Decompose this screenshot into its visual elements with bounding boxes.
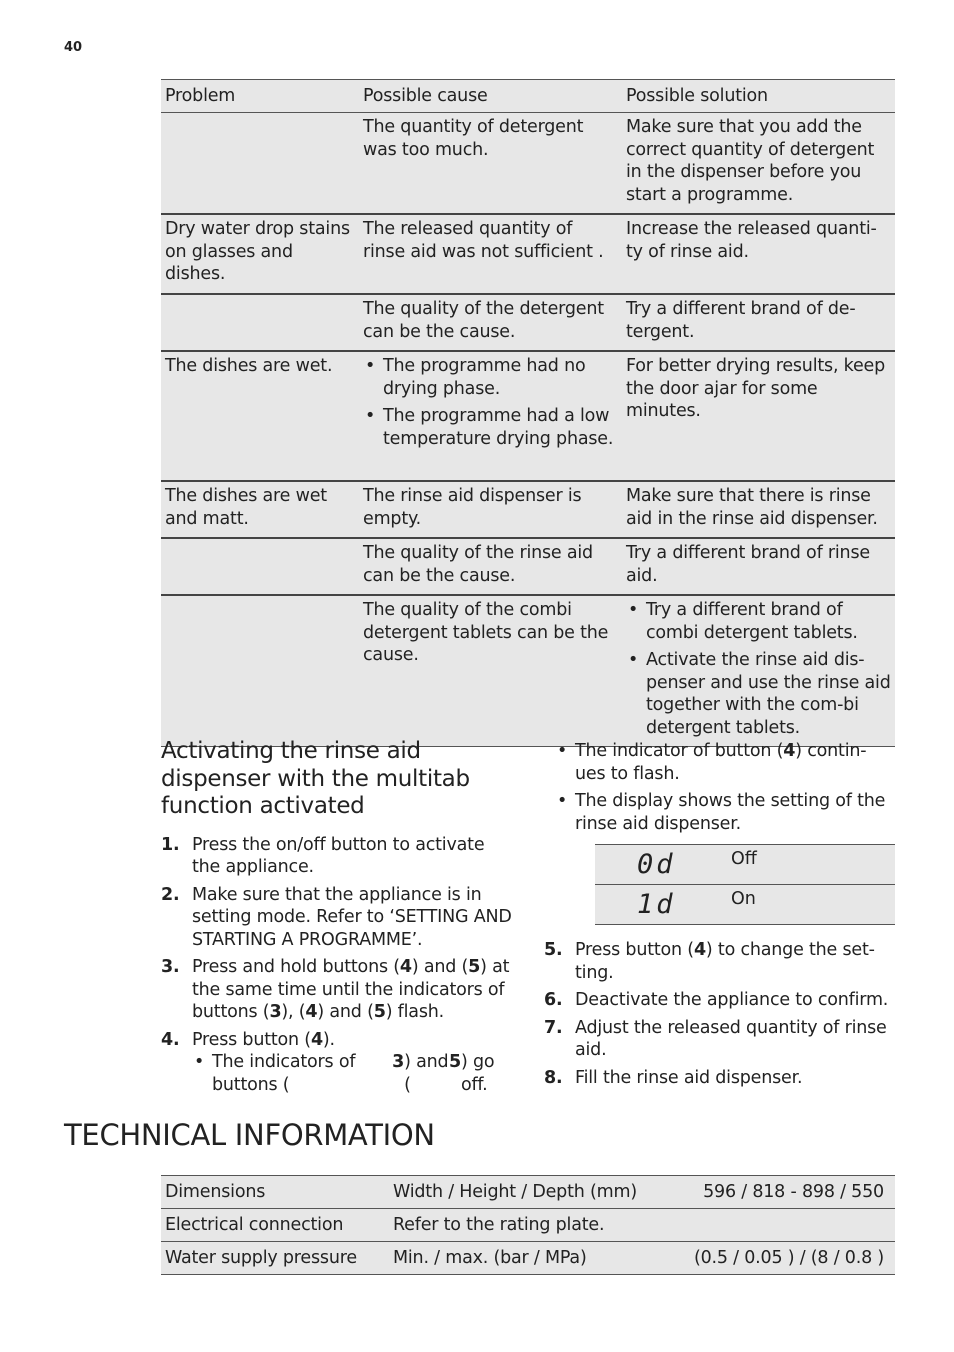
solution-cell: Increase the released quanti-ty of rinse aid. — [626, 219, 877, 262]
tech-value: 596 / 818 - 898 / 550 — [703, 1182, 884, 1202]
step-text: Press button (4) to change the set-ting. — [575, 940, 875, 983]
header-problem: Problem — [165, 85, 236, 106]
button-ref: 5 — [373, 1002, 386, 1022]
rinse-aid-section — [161, 738, 513, 1106]
page-number: 40 — [64, 40, 83, 55]
tech-label: Dimensions — [165, 1182, 266, 1202]
step-item — [161, 834, 513, 879]
rinse-aid-continued — [544, 740, 895, 1094]
step-number: 8. — [544, 1067, 563, 1088]
technical-information-title: TECHNICAL INFORMATION — [64, 1118, 435, 1152]
step-item — [161, 884, 513, 952]
bullet-item: • The display shows the setting of the rinse aid dispenser. — [555, 790, 895, 835]
tech-desc: Width / Height / Depth (mm) — [393, 1182, 637, 1202]
display-label: On — [731, 888, 756, 909]
table-row — [161, 596, 895, 747]
table-row — [161, 1242, 895, 1275]
problem-cell — [161, 113, 359, 213]
problem-cell — [161, 539, 359, 594]
problem-cell — [161, 596, 359, 746]
problem-cell: Dry water drop stains on glasses and dishes. — [165, 219, 350, 284]
table-row — [161, 482, 895, 539]
table-header — [161, 79, 895, 113]
display-code: 0d — [637, 849, 676, 880]
sub-bullet: • The indicators of buttons ( 3 ) and ( 5 ) go off. — [192, 1051, 513, 1096]
display-label: Off — [731, 848, 757, 869]
button-ref: 4 — [399, 957, 412, 977]
solution-cell: Make sure that you add the correct quantity of detergent in the dispenser before you start a programme. — [626, 117, 875, 205]
solution-item: • Try a different brand of combi detergent tablets. — [626, 599, 891, 644]
step-number: 4. — [161, 1029, 180, 1050]
step-item — [161, 956, 513, 1024]
step-item — [544, 1067, 895, 1090]
tech-desc: Min. / max. (bar / MPa) — [393, 1248, 587, 1268]
table-row — [161, 1176, 895, 1209]
cause-item: • The programme had a low temperature drying phase. — [363, 405, 618, 450]
display-code: 1d — [637, 889, 676, 920]
step-item — [161, 1029, 513, 1102]
step-item — [544, 989, 895, 1012]
table-row — [161, 113, 895, 215]
button-ref: 3 — [269, 1002, 282, 1022]
problem-cell — [161, 295, 359, 350]
button-ref: 4 — [693, 940, 706, 960]
step-text: Press the on/off button to activate the appliance. — [192, 834, 485, 877]
problem-cell: The dishes are wet. — [165, 356, 333, 376]
header-cause: Possible cause — [363, 85, 488, 106]
cause-cell: The quality of the rinse aid can be the cause. — [363, 543, 593, 586]
solution-cell — [622, 596, 895, 746]
table-row — [161, 215, 895, 295]
tech-value: (0.5 / 0.05 ) / (8 / 0.8 ) — [693, 1248, 884, 1268]
step-text: Fill the rinse aid dispenser. — [575, 1067, 803, 1088]
step-item — [544, 1017, 895, 1062]
table-row — [161, 352, 895, 482]
section-title: Activating the rinse aid dispenser with the multitab function activated — [161, 738, 470, 819]
display-row — [595, 845, 895, 885]
step-text: Deactivate the appliance to confirm. — [575, 990, 889, 1010]
step-number: 3. — [161, 957, 180, 977]
step-number: 2. — [161, 884, 180, 905]
step-number: 5. — [544, 940, 563, 960]
button-ref: 5 — [448, 1052, 461, 1072]
step-text: Make sure that the appliance is in setting mode. Refer to ‘SETTING AND STARTING A PROGRAMME’. — [192, 884, 512, 950]
header-solution: Possible solution — [626, 85, 768, 106]
cause-cell: The released quantity of rinse aid was not sufficient . — [363, 219, 604, 262]
step-item — [544, 939, 895, 984]
step-number: 1. — [161, 834, 180, 855]
step-text: Press button (4). — [192, 1029, 335, 1050]
display-settings-table — [595, 844, 895, 925]
button-ref: 3 — [392, 1052, 405, 1072]
step-text: Adjust the released quantity of rinse aid. — [575, 1017, 887, 1060]
tech-label: Water supply pressure — [165, 1248, 357, 1268]
solution-cell: For better drying results, keep the door ajar for some minutes. — [626, 356, 886, 421]
solution-cell: Try a different brand of rinse aid. — [626, 543, 870, 586]
step-number: 7. — [544, 1017, 563, 1038]
cause-cell: The quantity of detergent was too much. — [363, 117, 584, 160]
cause-cell — [359, 352, 622, 480]
button-ref: 4 — [305, 1002, 318, 1022]
table-row — [161, 1209, 895, 1242]
cause-cell: The quality of the combi detergent tablets can be the cause. — [363, 600, 609, 665]
display-row — [595, 885, 895, 925]
button-ref: 4 — [783, 741, 796, 761]
solution-cell: Make sure that there is rinse aid in the rinse aid dispenser. — [626, 486, 878, 529]
technical-table — [161, 1175, 895, 1275]
solution-item: • Activate the rinse aid dis-penser and use the rinse aid together with the com-bi detergent tablets. — [626, 649, 891, 739]
step-text: Press and hold buttons (4) and (5) at the same time until the indicators of buttons (3), (4) and (5) flash. — [192, 957, 510, 1022]
cause-cell: The rinse aid dispenser is empty. — [363, 486, 582, 529]
tech-desc: Refer to the rating plate. — [393, 1215, 605, 1235]
button-ref: 5 — [468, 957, 481, 977]
troubleshooting-table — [161, 79, 895, 747]
button-ref: 4 — [310, 1029, 323, 1050]
solution-cell: Try a different brand of de-tergent. — [626, 299, 856, 342]
cause-item: • The programme had no drying phase. — [363, 355, 618, 400]
step-number: 6. — [544, 990, 563, 1010]
table-row — [161, 295, 895, 352]
table-row — [161, 539, 895, 596]
cause-cell: The quality of the detergent can be the cause. — [363, 299, 604, 342]
problem-cell: The dishes are wet and matt. — [165, 486, 327, 529]
tech-label: Electrical connection — [165, 1215, 344, 1235]
bullet-item: • The indicator of button (4) contin-ues to flash. — [555, 740, 895, 785]
